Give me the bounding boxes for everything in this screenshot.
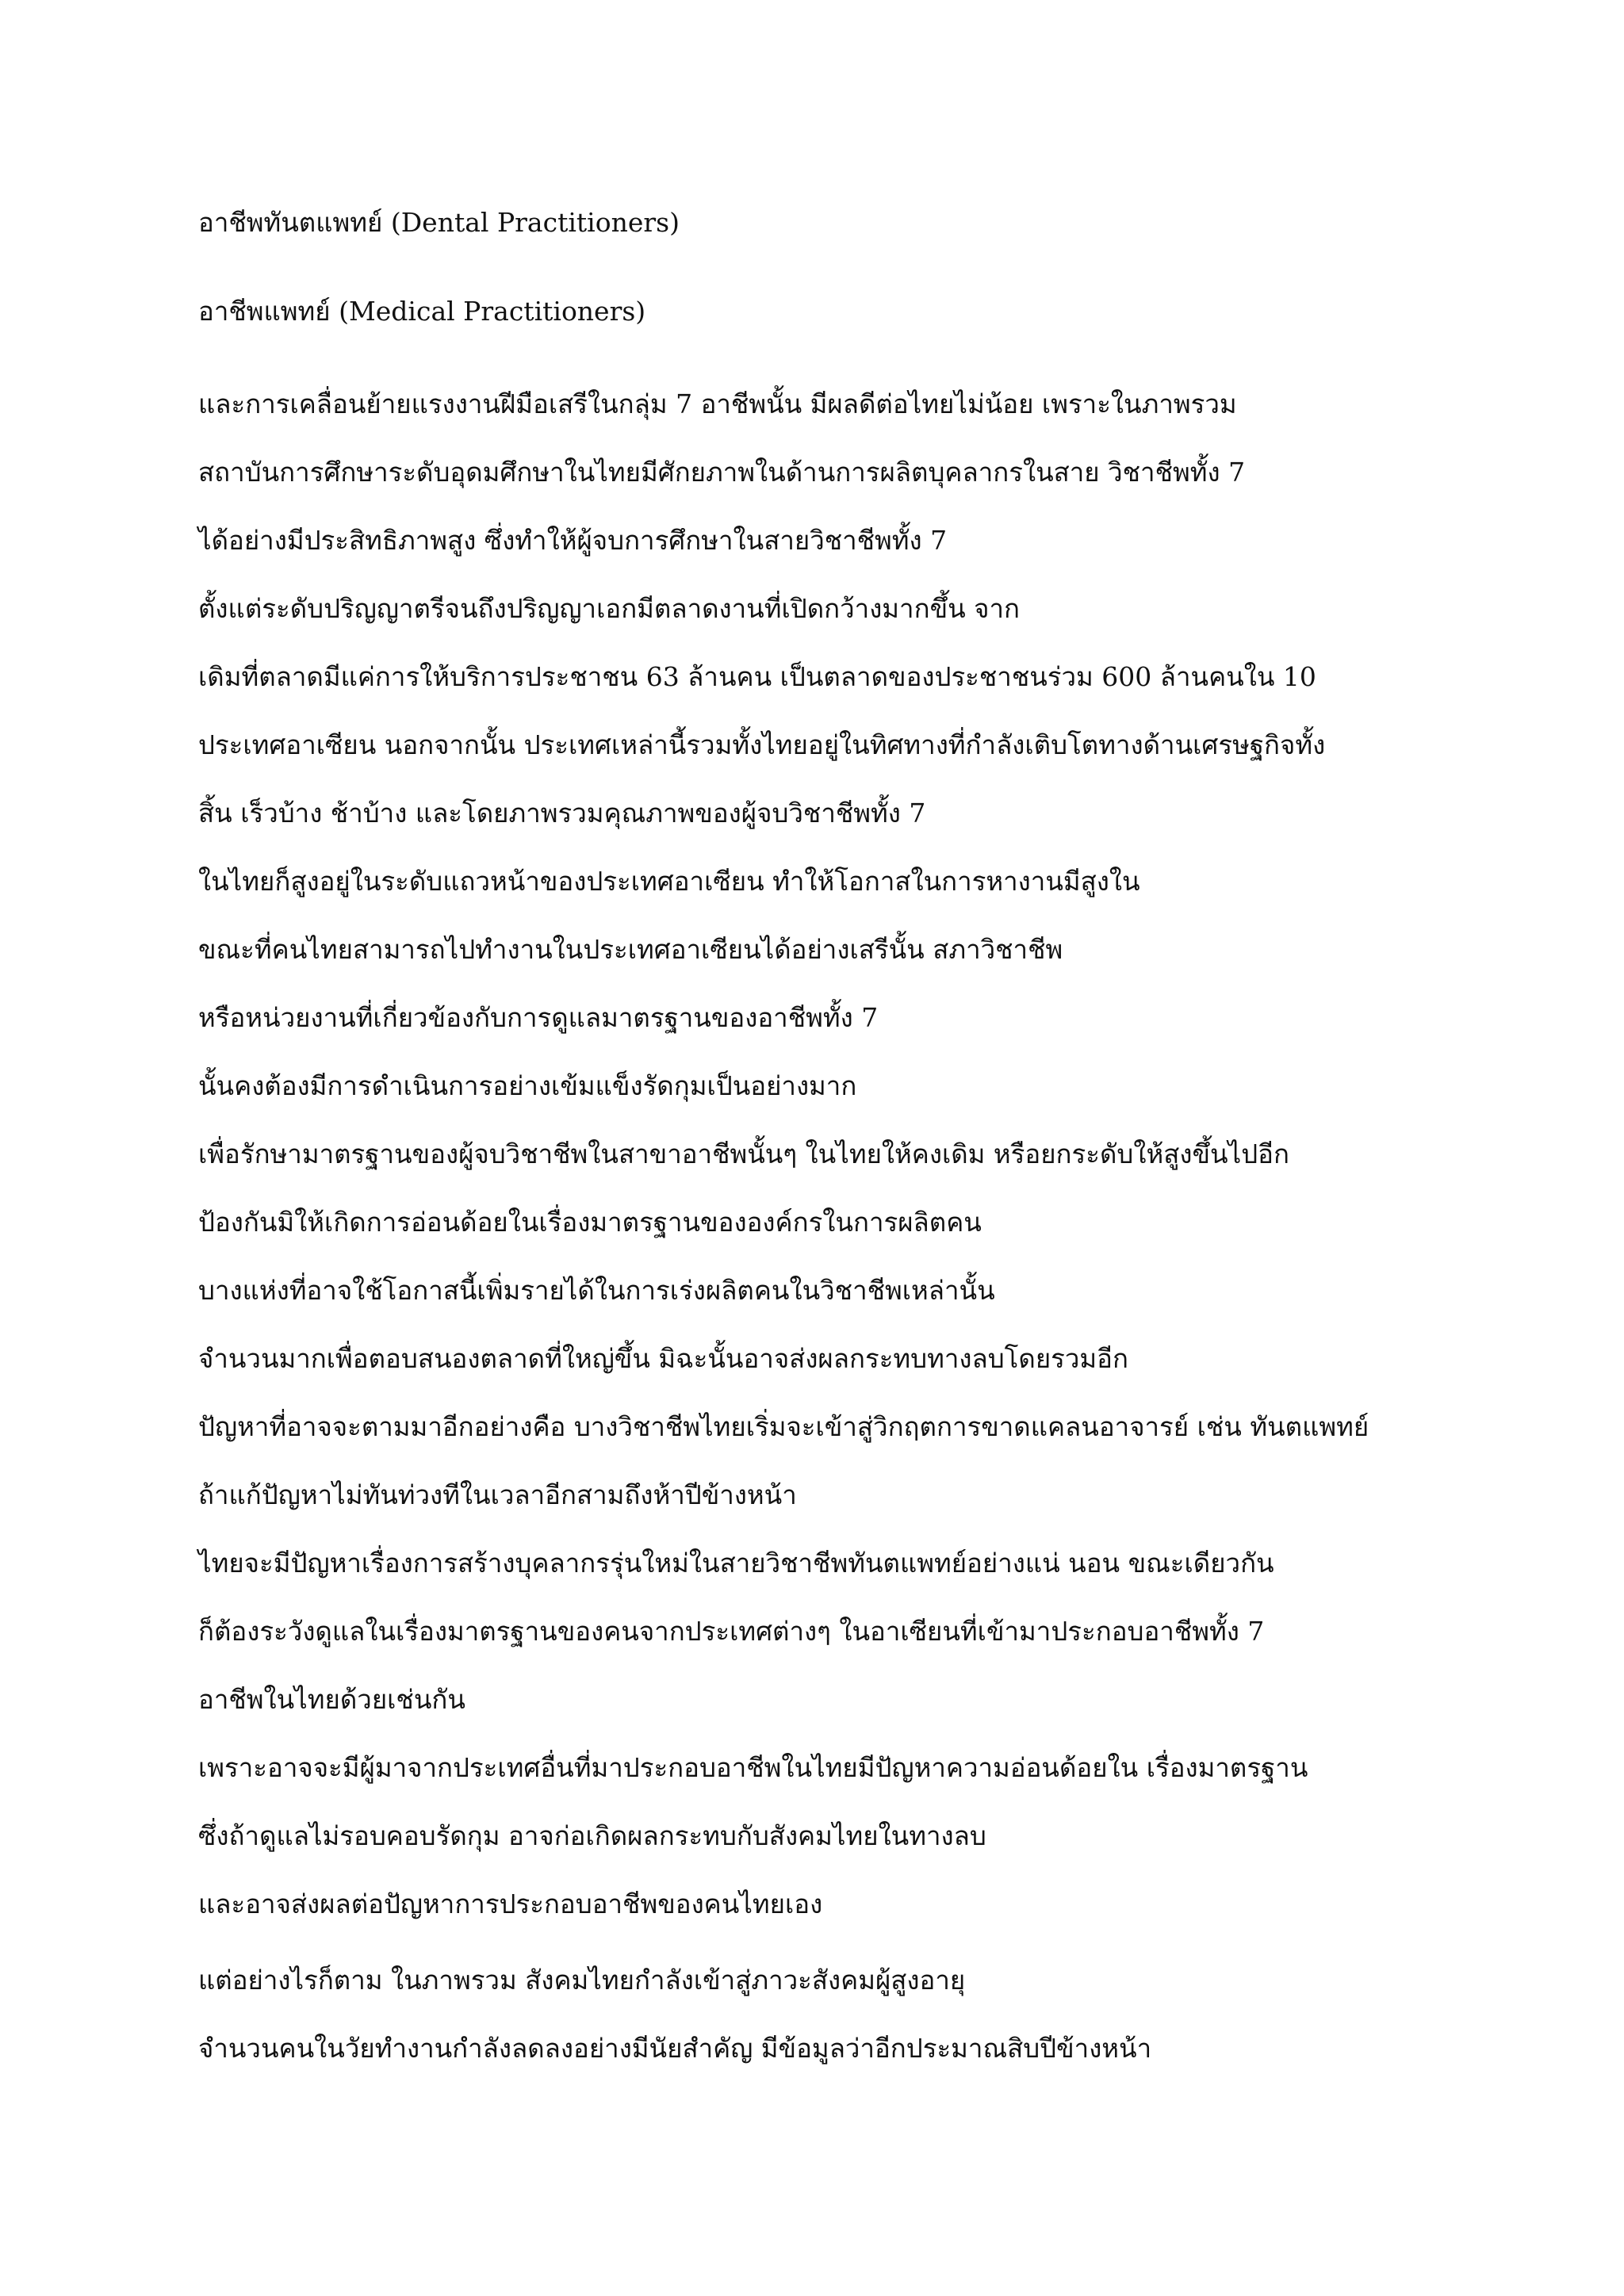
text-line: เพื่อรักษามาตรฐานของผู้จบวิชาชีพในสาขาอาชีพนั้นๆ ในไทยให้คงเดิม หรือยกระดับให้สูงขึ้นไปอีก	[198, 1138, 1289, 1169]
paragraph-spacer	[198, 1954, 1435, 1962]
text-line: สิ้น เร็วบ้าง ช้าบ้าง และโดยภาพรวมคุณภาพของผู้จบวิชาชีพทั้ง 7	[198, 798, 926, 828]
text-line: นั้นคงต้องมีการดำเนินการอย่างเข้มแข็งรัดกุมเป็นอย่างมาก	[198, 1070, 857, 1101]
text-line: ก็ต้องระวังดูแลในเรื่องมาตรฐานของคนจากประเทศต่างๆ ในอาเซียนที่เข้ามาประกอบอาชีพทั้ง 7	[198, 1616, 1265, 1647]
text-line: เดิมที่ตลาดมีแค่การให้บริการประชาชน 63 ล้านคน เป็นตลาดของประชาชนร่วม 600 ล้านคนใน 10	[198, 661, 1316, 692]
heading-medical: อาชีพแพทย์ (Medical Practitioners)	[198, 296, 646, 327]
document-body	[198, 205, 1435, 2099]
text-line: ปัญหาที่อาจจะตามมาอีกอย่างคือ บางวิชาชีพไทยเริ่มจะเข้าสู่วิกฤตการขาดแคลนอาจารย์ เช่น ทันตแพทย์	[198, 1411, 1369, 1442]
text-line: ในไทยก็สูงอยู่ในระดับแถวหน้าของประเทศอาเซียน ทำให้โอกาสในการหางานมีสูงใน	[198, 866, 1140, 897]
text-line: แต่อย่างไรก็ตาม ในภาพรวม สังคมไทยกำลังเข้าสู่ภาวะสังคมผู้สูงอายุ	[198, 1965, 966, 1996]
text-line: หรือหน่วยงานที่เกี่ยวข้องกับการดูแลมาตรฐานของอาชีพทั้ง 7	[198, 1002, 879, 1033]
paragraph-2	[198, 1962, 1435, 2067]
text-line: อาชีพในไทยด้วยเช่นกัน	[198, 1684, 465, 1715]
text-line: ไทยจะมีปัญหาเรื่องการสร้างบุคลากรรุ่นใหม่ในสายวิชาชีพทันตแพทย์อย่างแน่ นอน ขณะเดียวกัน	[198, 1548, 1274, 1578]
text-line: และอาจส่งผลต่อปัญหาการประกอบอาชีพของคนไทยเอง	[198, 1888, 823, 1919]
heading-dental: อาชีพทันตแพทย์ (Dental Practitioners)	[198, 207, 680, 238]
text-line: ขณะที่คนไทยสามารถไปทำงานในประเทศอาเซียนได้อย่างเสรีนั้น สภาวิชาชีพ	[198, 934, 1063, 965]
text-line: เพราะอาจจะมีผู้มาจากประเทศอื่นที่มาประกอบอาชีพในไทยมีปัญหาความอ่อนด้อยใน เรื่องมาตรฐาน	[198, 1752, 1308, 1783]
text-line: จำนวนคนในวัยทำงานกำลังลดลงอย่างมีนัยสำคัญ มีข้อมูลว่าอีกประมาณสิบปีข้างหน้า	[198, 2033, 1152, 2064]
text-line: ถ้าแก้ปัญหาไม่ทันท่วงทีในเวลาอีกสามถึงห้าปีข้างหน้า	[198, 1479, 797, 1510]
text-line: สถาบันการศึกษาระดับอุดมศึกษาในไทยมีศักยภาพในด้านการผลิตบุคลากรในสาย วิชาชีพทั้ง 7	[198, 457, 1246, 488]
text-line: ป้องกันมิให้เกิดการอ่อนด้อยในเรื่องมาตรฐานขององค์กรในการผลิตคน	[198, 1207, 982, 1238]
text-line: บางแห่งที่อาจใช้โอกาสนี้เพิ่มรายได้ในการเร่งผลิตคนในวิชาชีพเหล่านั้น	[198, 1275, 995, 1306]
text-line: ตั้งแต่ระดับปริญญาตรีจนถึงปริญญาเอกมีตลาดงานที่เปิดกว้างมากขึ้น จาก	[198, 593, 1021, 624]
text-line: ประเทศอาเซียน นอกจากนั้น ประเทศเหล่านี้รวมทั้งไทยอยู่ในทิศทางที่กำลังเติบโตทางด้านเศรษฐกิจทั้ง	[198, 729, 1326, 760]
text-line: ได้อย่างมีประสิทธิภาพสูง ซึ่งทำให้ผู้จบการศึกษาในสายวิชาชีพทั้ง 7	[198, 525, 948, 556]
text-line: จำนวนมากเพื่อตอบสนองตลาดที่ใหญ่ขึ้น มิฉะนั้นอาจส่งผลกระทบทางลบโดยรวมอีก	[198, 1343, 1128, 1374]
paragraph-1	[198, 386, 1435, 1923]
text-line: และการเคลื่อนย้ายแรงงานฝีมือเสรีในกลุ่ม 7 อาชีพนั้น มีผลดีต่อไทยไม่น้อย เพราะในภาพรวม	[198, 388, 1237, 419]
text-line: ซึ่งถ้าดูแลไม่รอบคอบรัดกุม อาจก่อเกิดผลกระทบกับสังคมไทยในทางลบ	[198, 1820, 986, 1851]
